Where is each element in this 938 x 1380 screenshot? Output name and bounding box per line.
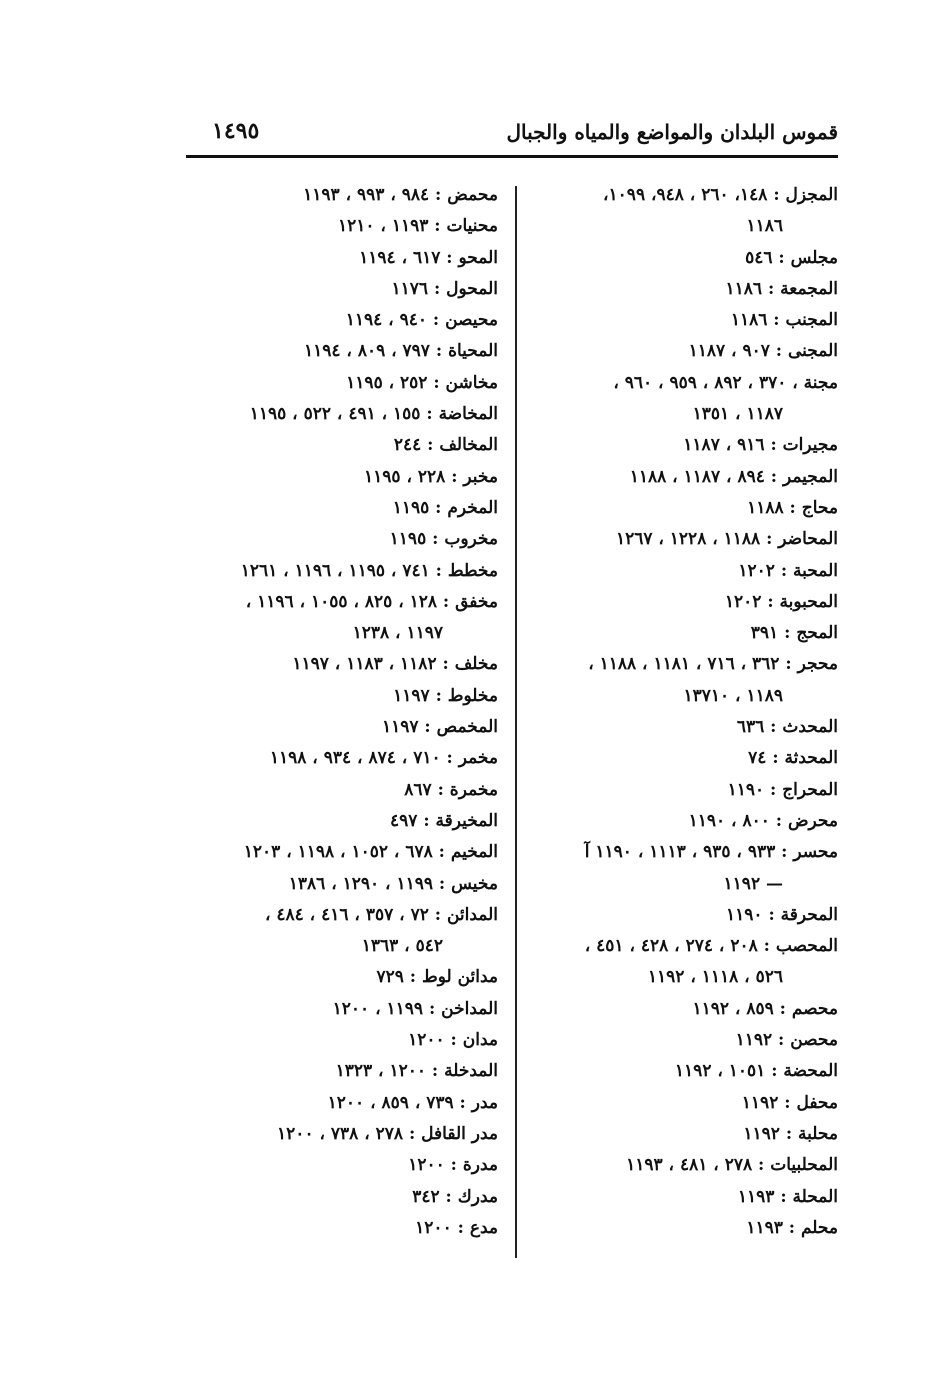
index-entry: مخفق : ١٢٨ ، ٨٢٥ ، ١٠٥٥ ، ١١٩٦ ، [245, 591, 498, 612]
index-entry: المحبوبة : ١٢٠٢ [724, 591, 838, 612]
index-entry: المخيرقة : ٤٩٧ [390, 810, 498, 831]
index-entry-continuation: ٥٢٦ ، ١١١٨ ، ١١٩٢ [647, 967, 783, 988]
index-entry: مدان : ١٢٠٠ [408, 1030, 498, 1051]
index-entry: مخاشن : ٢٥٢ ، ١١٩٥ [346, 372, 498, 393]
index-entry: محفل : ١١٩٢ [741, 1092, 838, 1113]
index-entry-continuation: ١١٨٦ [746, 216, 783, 237]
page-number: ١٤٩٥ [212, 118, 260, 144]
index-entry-continuation: ٥٤٢ ، ١٣٦٣ [361, 936, 443, 957]
index-entry: المحياة : ٧٩٧ ، ٨٠٩ ، ١١٩٤ [303, 341, 498, 362]
index-entry: المحراج : ١١٩٠ [727, 779, 838, 800]
index-entry: المجيمر : ٨٩٤ ، ١١٨٧ ، ١١٨٨ [629, 466, 838, 487]
index-entry-continuation: ١١٨٩ ، ١٣٧١٠ [683, 685, 783, 706]
index-entry: المجنى : ٩٠٧ ، ١١٨٧ [688, 341, 838, 362]
index-entry: المخيم : ٦٧٨ ، ١٠٥٢ ، ١١٩٨ ، ١٢٠٣ [243, 842, 498, 863]
index-entry: مدر القافل : ٢٧٨ ، ٧٣٨ ، ١٢٠٠ [277, 1123, 498, 1144]
index-entry: المجمعة : ١١٨٦ [725, 278, 838, 299]
index-entry-continuation: — ١١٩٢ [723, 873, 783, 894]
index-entry: المجنب : ١١٨٦ [730, 310, 838, 331]
index-entry: المحلبيات : ٢٧٨ ، ٤٨١ ، ١١٩٣ [626, 1155, 838, 1176]
index-entry: المحصب : ٢٠٨ ، ٢٧٤ ، ٤٢٨ ، ٤٥١ ، [584, 936, 838, 957]
left-column [178, 180, 498, 1244]
index-entry: المحلة : ١١٩٣ [737, 1186, 838, 1207]
index-entry: محمض : ٩٨٤ ، ٩٩٣ ، ١١٩٣ [303, 185, 498, 205]
index-entry: محصم : ٨٥٩ ، ١١٩٢ [692, 998, 838, 1019]
index-entry: المحدثة : ٧٤ [748, 748, 838, 769]
index-entry: المخاضة : ١٥٥ ، ٤٩١ ، ٥٢٢ ، ١١٩٥ [249, 404, 498, 425]
page-header [186, 110, 838, 154]
index-entry: المجزل : ١٤٨، ٢٦٠ ، ٩٤٨، ١٠٩٩، [603, 185, 838, 205]
index-entry: المدخلة : ١٢٠٠ ، ١٣٢٣ [335, 1061, 498, 1082]
index-entry: مدرة : ١٢٠٠ [408, 1155, 498, 1176]
index-entry: مدرك : ٣٤٢ [412, 1186, 498, 1207]
index-entry: المحو : ٦١٧ ، ١١٩٤ [359, 247, 498, 268]
right-column [538, 180, 838, 1244]
index-entry: مخروب : ١١٩٥ [389, 529, 498, 550]
index-entry: مجنة ، ٣٧٠ ، ٨٩٢ ، ٩٥٩ ، ٩٦٠ ، [613, 372, 838, 393]
index-entry: المحضة : ١٠٥١ ، ١١٩٢ [674, 1061, 838, 1082]
index-entry: المخالف : ٢٤٤ [393, 435, 498, 456]
index-entry: مدر : ٧٣٩ ، ٨٥٩ ، ١٢٠٠ [327, 1092, 498, 1113]
index-entry: المخرم : ١١٩٥ [392, 497, 498, 518]
index-entry: مدع : ١٢٠٠ [415, 1217, 498, 1238]
index-entry: مجلس : ٥٤٦ [745, 247, 838, 268]
index-entry: المحج : ٣٩١ [750, 623, 838, 644]
index-entry: محسر : ٩٣٣ ، ٩٣٥ ، ١١١٣ ، ١١٩٠ آ [584, 842, 838, 863]
index-entry: محرض : ٨٠٠ ، ١١٩٠ [688, 810, 838, 831]
index-entry: مخطط : ٧٤١ ، ١١٩٥ ، ١١٩٦ ، ١٢٦١ [240, 560, 498, 581]
index-entry: مخمرة : ٨٦٧ [404, 779, 498, 800]
index-entry: المحرقة : ١١٩٠ [726, 904, 838, 925]
index-entry: المدائن : ٧٢ ، ٣٥٧ ، ٤١٦ ، ٤٨٤ ، [264, 904, 498, 925]
index-entry-continuation: ١١٩٧ ، ١٢٣٨ [352, 623, 443, 644]
index-entry: المخمص : ١١٩٧ [381, 717, 498, 738]
index-entry: المداخن : ١١٩٩ ، ١٢٠٠ [332, 998, 498, 1019]
index-entry: المحاضر : ١١٨٨ ، ١٢٢٨ ، ١٢٦٧ [615, 529, 838, 550]
running-title: قموس البلدان والمواضع والمياه والجبال [506, 120, 838, 144]
index-entry: محيصن : ٩٤٠ ، ١١٩٤ [345, 310, 498, 331]
index-entry: مدائن لوط : ٧٢٩ [376, 967, 498, 988]
index-entry: المحبة : ١٢٠٢ [738, 560, 838, 581]
index-entry: مجيرات : ٩١٦ ، ١١٨٧ [683, 435, 838, 456]
index-entry: محصن : ١١٩٢ [735, 1030, 838, 1051]
index-entry: محلبة : ١١٩٢ [743, 1123, 838, 1144]
index-entry: محجر : ٣٦٢ ، ٧١٦ ، ١١٨١ ، ١١٨٨ ، [588, 654, 838, 675]
index-entry: محاج : ١١٨٨ [747, 497, 838, 518]
index-entry-continuation: ١١٨٧ ، ١٣٥١ [692, 404, 783, 425]
index-entry: المحدث : ٦٣٦ [736, 717, 838, 738]
index-entry: مخلوط : ١١٩٧ [393, 685, 498, 706]
index-entry: مخمر : ٧١٠ ، ٨٧٤ ، ٩٣٤ ، ١١٩٨ [269, 748, 498, 769]
column-divider [515, 186, 517, 1258]
index-entry: مخبر : ٢٢٨ ، ١١٩٥ [364, 466, 498, 487]
index-entry: مخيس : ١١٩٩ ، ١٢٩٠ ، ١٣٨٦ [288, 873, 498, 894]
index-entry: المحول : ١١٧٦ [391, 278, 498, 299]
header-rule [186, 155, 838, 158]
index-entry: محلم : ١١٩٣ [746, 1217, 838, 1238]
index-entry: مخلف : ١١٨٢ ، ١١٨٣ ، ١١٩٧ [292, 654, 498, 675]
index-entry: محنيات : ١١٩٣ ، ١٢١٠ [337, 216, 498, 237]
